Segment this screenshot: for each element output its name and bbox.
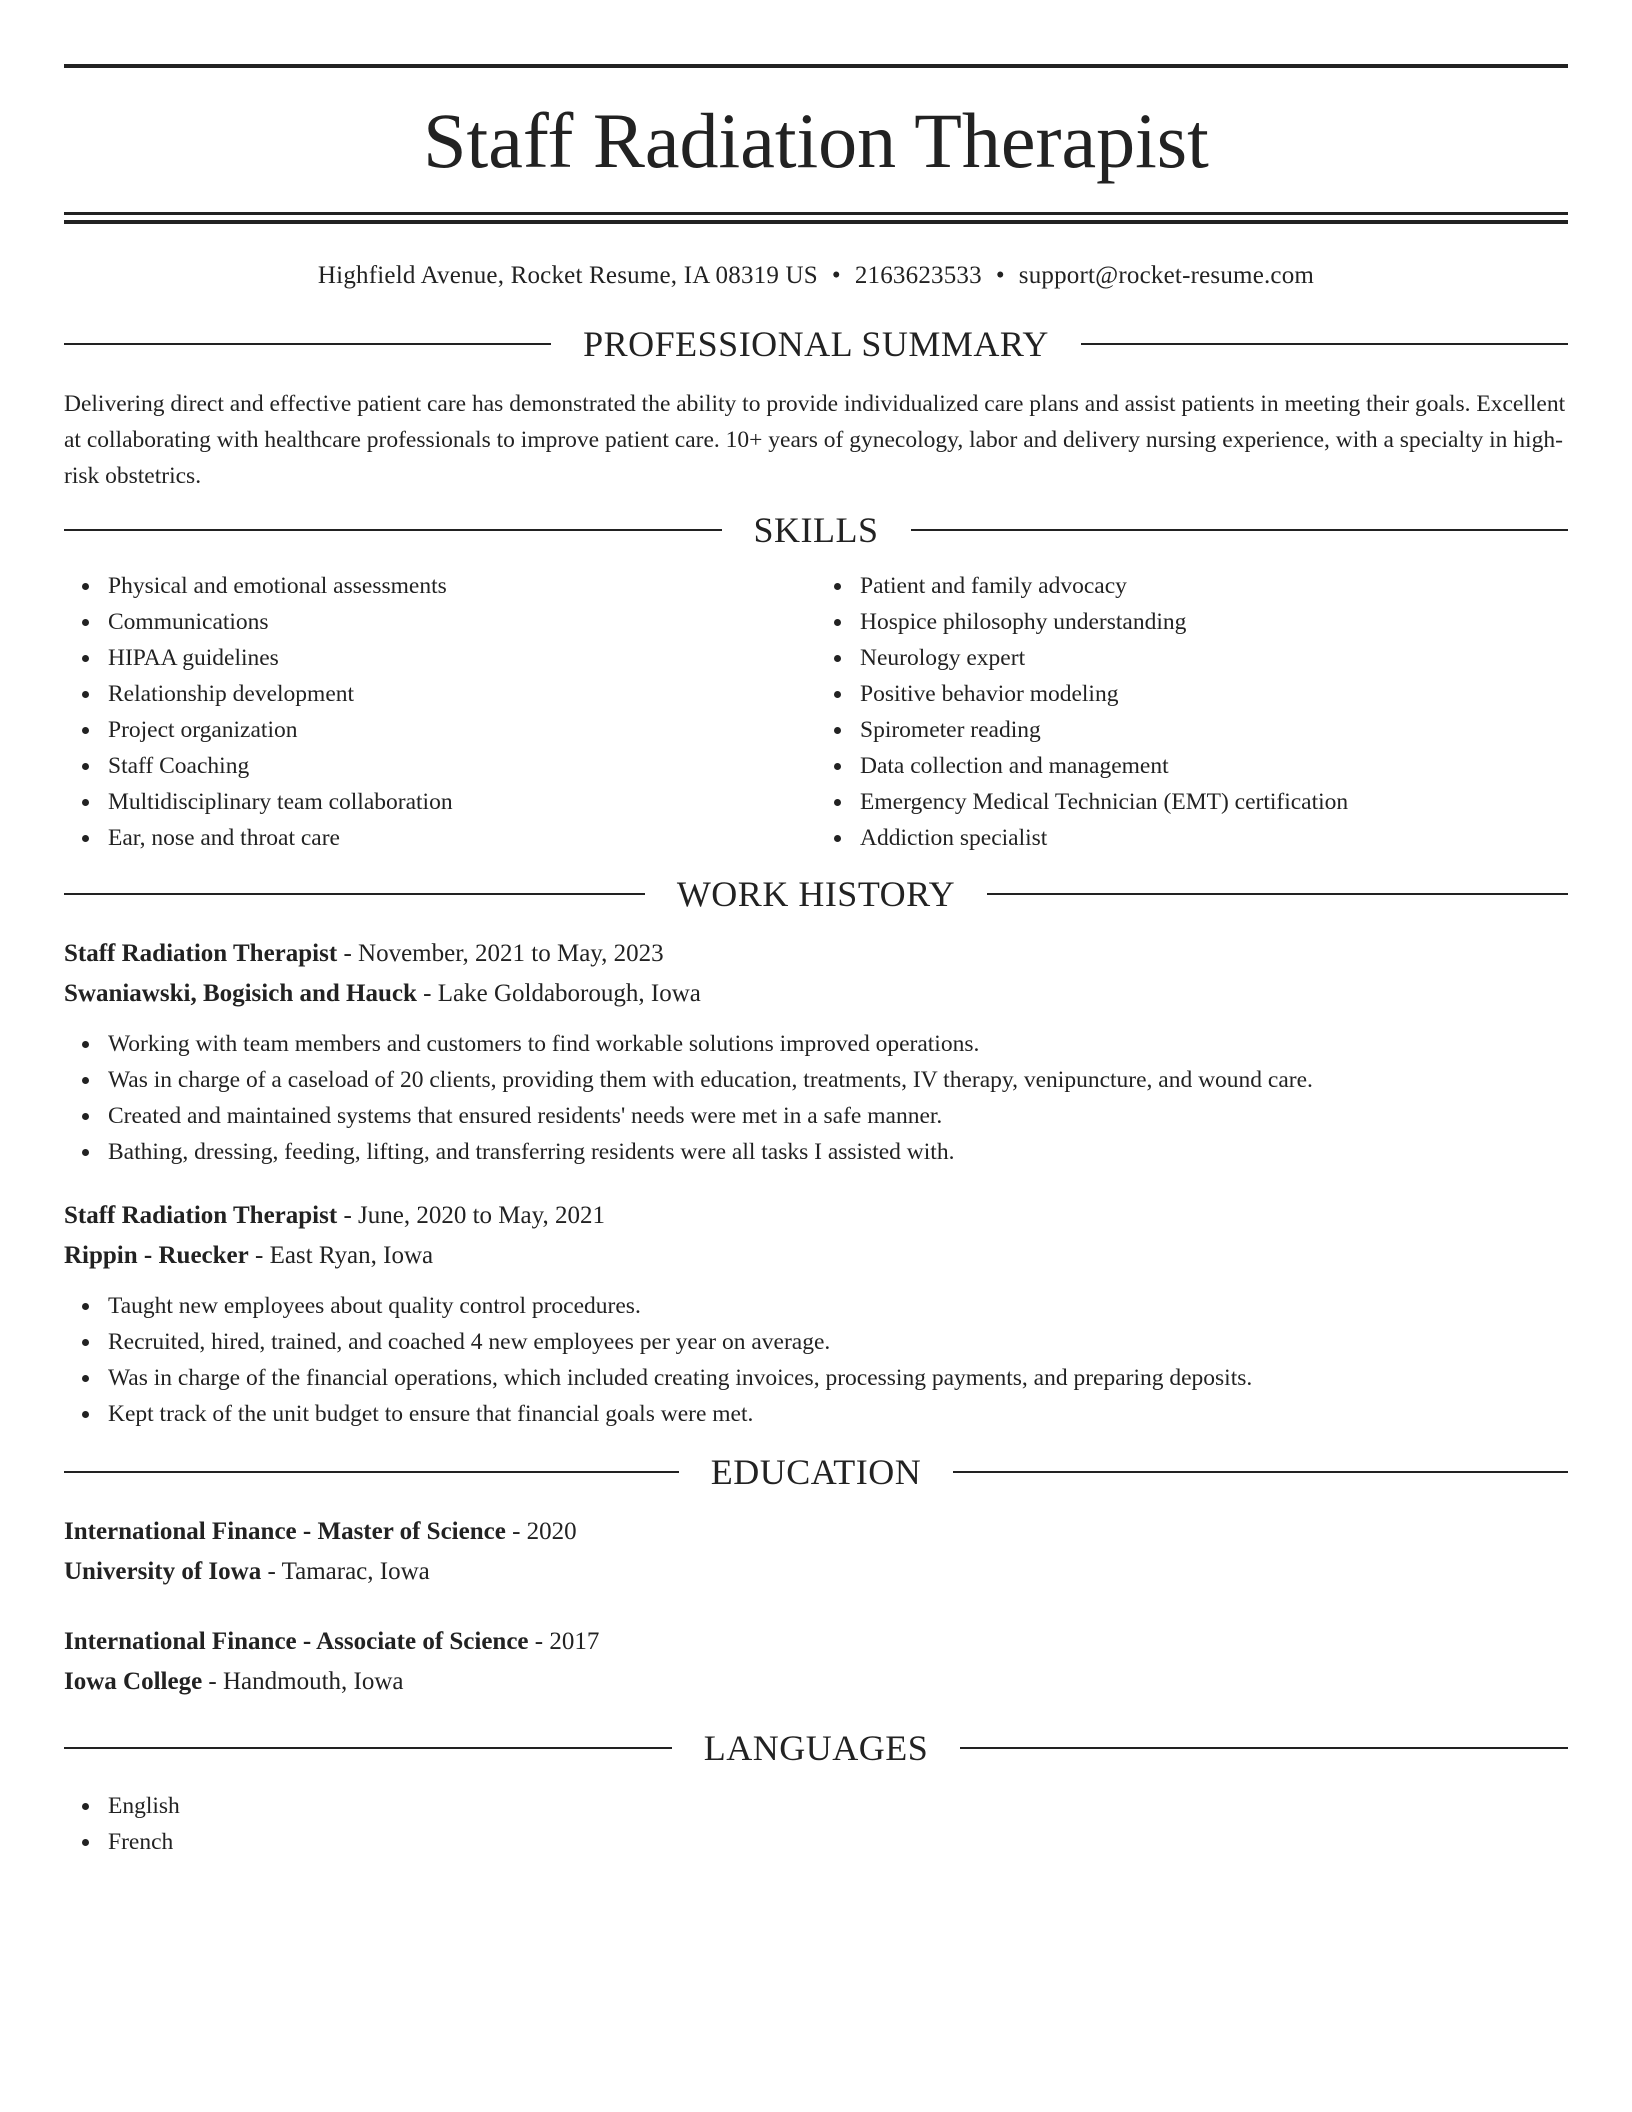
contact-email[interactable]: support@rocket-resume.com (1018, 262, 1315, 289)
degree: International Finance - Master of Science (64, 1518, 506, 1545)
job-dates: June, 2020 to May, 2021 (358, 1202, 605, 1229)
degree-year: 2020 (526, 1518, 577, 1545)
divider-line (960, 1747, 1568, 1749)
degree: International Finance - Associate of Science (64, 1628, 529, 1655)
job-bullet: Working with team members and customers to find workable solutions improved operations. (108, 1026, 1568, 1062)
job-company: Swaniawski, Bogisich and Hauck (64, 980, 417, 1007)
divider-line (911, 529, 1569, 531)
divider-line (953, 1471, 1568, 1473)
skill-item: Patient and family advocacy (860, 568, 1568, 604)
section-title: LANGUAGES (703, 1728, 929, 1768)
job-bullet: Bathing, dressing, feeding, lifting, and transferring residents were all tasks I assisted with. (108, 1134, 1568, 1170)
skill-item: HIPAA guidelines (108, 640, 816, 676)
job-entry (64, 934, 1568, 1170)
language-item: French (108, 1824, 1568, 1860)
skill-item: Addiction specialist (860, 820, 1568, 856)
skill-item: Staff Coaching (108, 748, 816, 784)
job-bullets (64, 1288, 1568, 1432)
dash: - (248, 1242, 270, 1269)
job-title-line (64, 934, 1568, 974)
school: University of Iowa (64, 1558, 262, 1585)
dash: - (261, 1558, 282, 1585)
skill-item: Relationship development (108, 676, 816, 712)
contact-separator: • (995, 262, 1005, 289)
school-line (64, 1552, 1568, 1592)
job-title: Staff Radiation Therapist (64, 1202, 338, 1229)
skill-item: Project organization (108, 712, 816, 748)
divider-line (64, 529, 722, 531)
contact-phone: 2163623533 (854, 262, 982, 289)
divider-line (64, 893, 645, 895)
skills-list (64, 568, 1568, 856)
job-bullet: Was in charge of a caseload of 20 clients, providing them with education, treatments, IV therapy, venipuncture, and wound care. (108, 1062, 1568, 1098)
divider-line (64, 1471, 679, 1473)
skill-item: Hospice philosophy understanding (860, 604, 1568, 640)
contact-line (64, 258, 1568, 294)
school-location: Tamarac, Iowa (281, 1558, 430, 1585)
skill-item: Multidisciplinary team collaboration (108, 784, 816, 820)
dash: - (337, 940, 359, 967)
languages-list (64, 1788, 1568, 1860)
languages-heading (64, 1726, 1568, 1770)
skill-item: Positive behavior modeling (860, 676, 1568, 712)
dash: - (416, 980, 438, 1007)
school-line (64, 1662, 1568, 1702)
skill-item: Physical and emotional assessments (108, 568, 816, 604)
job-location: East Ryan, Iowa (269, 1242, 434, 1269)
work-heading (64, 872, 1568, 916)
job-company-line (64, 974, 1568, 1014)
job-location: Lake Goldaborough, Iowa (437, 980, 701, 1007)
divider-line (64, 343, 551, 345)
summary-text: Delivering direct and effective patient care has demonstrated the ability to provide individualized care plans and assist patients in meeting their goals. Excellent at collaborating with healthcare professionals to improve patient care. 10+ years of gynecology, labor and delivery nursing experience, with a specialty in high-risk obstetrics. (64, 391, 1566, 489)
resume-page (64, 64, 1568, 1860)
section-title: WORK HISTORY (676, 874, 956, 914)
job-entry (64, 1196, 1568, 1432)
dash: - (528, 1628, 550, 1655)
dash: - (505, 1518, 527, 1545)
school: Iowa College (64, 1668, 203, 1695)
title-double-rule (64, 212, 1568, 224)
job-title: Staff Radiation Therapist (64, 940, 338, 967)
skill-item: Spirometer reading (860, 712, 1568, 748)
skill-item: Neurology expert (860, 640, 1568, 676)
summary-heading (64, 322, 1568, 366)
skill-item: Emergency Medical Technician (EMT) certification (860, 784, 1568, 820)
job-bullet: Was in charge of the financial operations, which included creating invoices, processing payments, and preparing deposits. (108, 1360, 1568, 1396)
divider-line (1081, 343, 1568, 345)
contact-separator: • (831, 262, 841, 289)
skills-heading (64, 508, 1568, 552)
education-entry (64, 1622, 1568, 1702)
job-title-line (64, 1196, 1568, 1236)
skills-column-left (64, 568, 816, 856)
job-company-line (64, 1236, 1568, 1276)
resume-title: Staff Radiation Therapist (423, 97, 1209, 184)
skills-column-right (816, 568, 1568, 856)
job-bullet: Recruited, hired, trained, and coached 4 new employees per year on average. (108, 1324, 1568, 1360)
job-bullet: Kept track of the unit budget to ensure that financial goals were met. (108, 1396, 1568, 1432)
job-dates: November, 2021 to May, 2023 (358, 940, 664, 967)
job-bullets (64, 1026, 1568, 1170)
job-company: Rippin - Ruecker (64, 1242, 249, 1269)
job-bullet: Created and maintained systems that ensured residents' needs were met in a safe manner. (108, 1098, 1568, 1134)
degree-line (64, 1512, 1568, 1552)
divider-line (64, 1747, 672, 1749)
language-item: English (108, 1788, 1568, 1824)
skill-item: Communications (108, 604, 816, 640)
top-rule (64, 64, 1568, 68)
contact-address: Highfield Avenue, Rocket Resume, IA 08319 US (317, 262, 818, 289)
section-title: SKILLS (753, 510, 879, 550)
job-bullet: Taught new employees about quality control procedures. (108, 1288, 1568, 1324)
dash: - (202, 1668, 223, 1695)
school-location: Handmouth, Iowa (223, 1668, 404, 1695)
dash: - (337, 1202, 359, 1229)
divider-line (987, 893, 1568, 895)
skill-item: Data collection and management (860, 748, 1568, 784)
section-title: EDUCATION (710, 1452, 922, 1492)
education-entry (64, 1512, 1568, 1592)
section-title: PROFESSIONAL SUMMARY (583, 324, 1049, 364)
education-heading (64, 1450, 1568, 1494)
skill-item: Ear, nose and throat care (108, 820, 816, 856)
degree-year: 2017 (549, 1628, 600, 1655)
degree-line (64, 1622, 1568, 1662)
